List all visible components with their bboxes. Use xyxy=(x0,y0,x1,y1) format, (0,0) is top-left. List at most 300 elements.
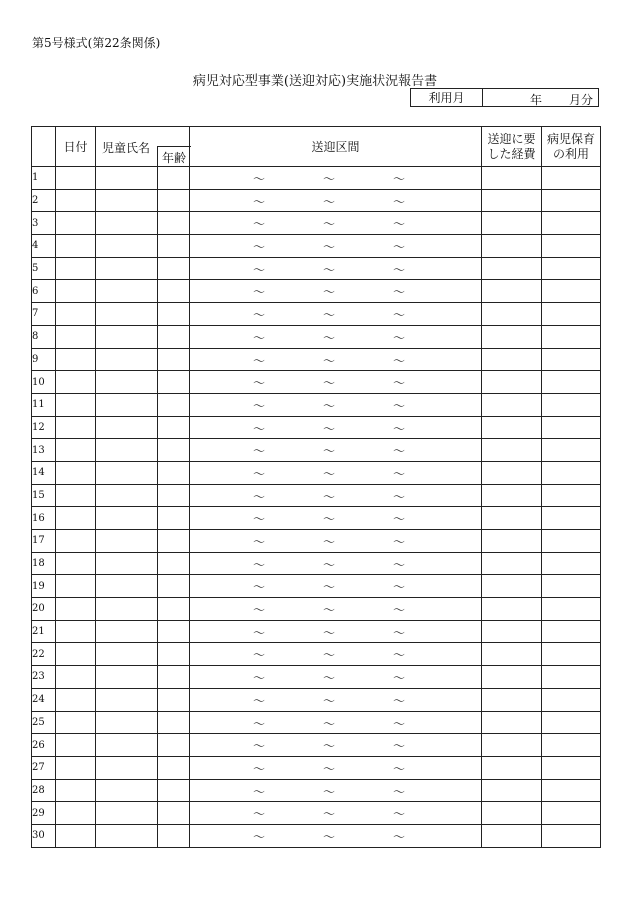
use-cell[interactable] xyxy=(542,439,601,462)
route-cell[interactable] xyxy=(190,348,482,371)
tilde-mark: ～ xyxy=(253,557,266,572)
header-use: 病児保育 の利用 xyxy=(542,127,601,167)
tilde-mark: ～ xyxy=(253,671,266,686)
child-name-cell[interactable] xyxy=(96,552,158,575)
use-cell[interactable] xyxy=(542,461,601,484)
child-name-cell[interactable] xyxy=(96,303,158,326)
tilde-mark: ～ xyxy=(323,580,336,595)
date-cell[interactable] xyxy=(56,167,96,190)
tilde-mark: ～ xyxy=(393,603,406,618)
table-row xyxy=(32,280,601,303)
cost-cell[interactable] xyxy=(482,484,542,507)
tilde-mark: ～ xyxy=(253,194,266,209)
route-cell[interactable] xyxy=(190,620,482,643)
use-cell[interactable] xyxy=(542,530,601,553)
child-name-label: 児童氏名 xyxy=(102,141,151,155)
row-number: 20 xyxy=(32,598,56,621)
tilde-mark: ～ xyxy=(393,784,406,799)
cost-cell[interactable] xyxy=(482,575,542,598)
use-cell[interactable] xyxy=(542,393,601,416)
use-cell[interactable] xyxy=(542,280,601,303)
tilde-mark: ～ xyxy=(393,535,406,549)
tilde-mark: ～ xyxy=(323,671,336,686)
table-row xyxy=(32,530,601,553)
tilde-mark: ～ xyxy=(323,489,336,504)
table-row xyxy=(32,167,601,190)
age-cell[interactable] xyxy=(158,643,190,666)
tilde-mark: ～ xyxy=(393,557,406,572)
date-cell[interactable] xyxy=(56,824,96,847)
date-cell[interactable] xyxy=(56,393,96,416)
age-cell[interactable] xyxy=(158,552,190,575)
child-name-cell[interactable] xyxy=(96,439,158,462)
row-number: 12 xyxy=(32,416,56,439)
child-name-cell[interactable] xyxy=(96,802,158,825)
age-cell[interactable] xyxy=(158,530,190,553)
document-title: 病児対応型事業(送迎対応)実施状況報告書 xyxy=(192,74,438,89)
child-name-cell[interactable] xyxy=(96,235,158,258)
age-cell[interactable] xyxy=(158,235,190,258)
tilde-mark: ～ xyxy=(393,217,406,232)
child-name-cell[interactable] xyxy=(96,212,158,235)
row-number: 16 xyxy=(32,507,56,530)
date-cell[interactable] xyxy=(56,212,96,235)
route-cell[interactable] xyxy=(190,393,482,416)
table-row xyxy=(32,393,601,416)
route-cell[interactable] xyxy=(190,325,482,348)
tilde-mark: ～ xyxy=(323,285,336,300)
tilde-mark: ～ xyxy=(323,466,336,481)
child-name-cell[interactable] xyxy=(96,756,158,779)
row-number: 13 xyxy=(32,439,56,462)
tilde-mark: ～ xyxy=(253,444,266,459)
age-cell[interactable] xyxy=(158,280,190,303)
child-name-cell[interactable] xyxy=(96,643,158,666)
date-cell[interactable] xyxy=(56,734,96,757)
age-cell[interactable] xyxy=(158,598,190,621)
cost-cell[interactable] xyxy=(482,666,542,689)
table-row xyxy=(32,643,601,666)
header-age: 年齢 xyxy=(161,151,186,165)
report-table xyxy=(31,126,601,848)
date-cell[interactable] xyxy=(56,439,96,462)
use-cell[interactable] xyxy=(542,257,601,280)
tilde-mark: ～ xyxy=(393,807,406,822)
tilde-mark: ～ xyxy=(253,308,266,323)
use-cell[interactable] xyxy=(542,212,601,235)
route-cell[interactable] xyxy=(190,575,482,598)
route-cell[interactable] xyxy=(190,507,482,530)
route-cell[interactable] xyxy=(190,756,482,779)
date-cell[interactable] xyxy=(56,666,96,689)
tilde-mark: ～ xyxy=(323,330,336,345)
route-cell[interactable] xyxy=(190,484,482,507)
table-row xyxy=(32,802,601,825)
row-number: 11 xyxy=(32,393,56,416)
route-cell[interactable] xyxy=(190,189,482,212)
date-cell[interactable] xyxy=(56,552,96,575)
cost-cell[interactable] xyxy=(482,461,542,484)
tilde-mark: ～ xyxy=(393,580,406,595)
tilde-mark: ～ xyxy=(393,330,406,345)
cost-cell[interactable] xyxy=(482,734,542,757)
use-cell[interactable] xyxy=(542,802,601,825)
tilde-mark: ～ xyxy=(253,376,266,391)
use-cell[interactable] xyxy=(542,189,601,212)
date-cell[interactable] xyxy=(56,348,96,371)
tilde-mark: ～ xyxy=(253,693,266,708)
cost-cell[interactable] xyxy=(482,303,542,326)
cost-cell[interactable] xyxy=(482,416,542,439)
date-cell[interactable] xyxy=(56,598,96,621)
route-cell[interactable] xyxy=(190,824,482,847)
route-cell[interactable] xyxy=(190,598,482,621)
child-name-cell[interactable] xyxy=(96,416,158,439)
date-cell[interactable] xyxy=(56,257,96,280)
use-cell[interactable] xyxy=(542,643,601,666)
age-cell[interactable] xyxy=(158,756,190,779)
date-cell[interactable] xyxy=(56,461,96,484)
child-name-cell[interactable] xyxy=(96,484,158,507)
route-cell[interactable] xyxy=(190,461,482,484)
age-cell[interactable] xyxy=(158,325,190,348)
usage-month-box xyxy=(410,88,599,107)
tilde-mark: ～ xyxy=(323,512,336,527)
child-name-cell[interactable] xyxy=(96,371,158,394)
age-cell[interactable] xyxy=(158,484,190,507)
cost-cell[interactable] xyxy=(482,348,542,371)
child-name-cell[interactable] xyxy=(96,734,158,757)
tilde-mark: ～ xyxy=(323,444,336,459)
route-cell[interactable] xyxy=(190,416,482,439)
age-cell[interactable] xyxy=(158,824,190,847)
row-number: 9 xyxy=(32,348,56,371)
cost-cell[interactable] xyxy=(482,598,542,621)
cost-cell[interactable] xyxy=(482,711,542,734)
date-cell[interactable] xyxy=(56,484,96,507)
tilde-mark: ～ xyxy=(253,761,266,776)
use-cell[interactable] xyxy=(542,666,601,689)
use-cell[interactable] xyxy=(542,484,601,507)
row-number: 21 xyxy=(32,620,56,643)
date-cell[interactable] xyxy=(56,530,96,553)
tilde-mark: ～ xyxy=(253,739,266,754)
row-number: 2 xyxy=(32,189,56,212)
usage-month-field[interactable] xyxy=(483,89,598,106)
use-cell[interactable] xyxy=(542,779,601,802)
row-number: 5 xyxy=(32,257,56,280)
tilde-mark: ～ xyxy=(323,217,336,232)
age-cell[interactable] xyxy=(158,802,190,825)
child-name-cell[interactable] xyxy=(96,688,158,711)
tilde-mark: ～ xyxy=(393,648,406,663)
date-cell[interactable] xyxy=(56,711,96,734)
tilde-mark: ～ xyxy=(323,829,336,844)
use-cell[interactable] xyxy=(542,167,601,190)
route-cell[interactable] xyxy=(190,643,482,666)
tilde-mark: ～ xyxy=(323,262,336,277)
child-name-cell[interactable] xyxy=(96,530,158,553)
date-cell[interactable] xyxy=(56,371,96,394)
date-cell[interactable] xyxy=(56,507,96,530)
age-cell[interactable] xyxy=(158,371,190,394)
use-cell[interactable] xyxy=(542,507,601,530)
date-cell[interactable] xyxy=(56,575,96,598)
tilde-mark: ～ xyxy=(253,648,266,663)
cost-cell[interactable] xyxy=(482,371,542,394)
child-name-cell[interactable] xyxy=(96,598,158,621)
tilde-mark: ～ xyxy=(323,693,336,708)
cost-cell[interactable] xyxy=(482,779,542,802)
cost-cell[interactable] xyxy=(482,530,542,553)
row-number: 8 xyxy=(32,325,56,348)
tilde-mark: ～ xyxy=(253,535,266,549)
date-cell[interactable] xyxy=(56,802,96,825)
cost-cell[interactable] xyxy=(482,824,542,847)
use-cell[interactable] xyxy=(542,620,601,643)
tilde-mark: ～ xyxy=(393,285,406,300)
tilde-mark: ～ xyxy=(393,829,406,844)
child-name-cell[interactable] xyxy=(96,779,158,802)
age-cell[interactable] xyxy=(158,734,190,757)
child-name-cell[interactable] xyxy=(96,461,158,484)
date-cell[interactable] xyxy=(56,325,96,348)
use-cell[interactable] xyxy=(542,824,601,847)
row-number: 22 xyxy=(32,643,56,666)
child-name-cell[interactable] xyxy=(96,575,158,598)
table-row xyxy=(32,212,601,235)
use-cell[interactable] xyxy=(542,235,601,258)
row-number: 1 xyxy=(32,167,56,190)
cost-cell[interactable] xyxy=(482,756,542,779)
date-cell[interactable] xyxy=(56,756,96,779)
tilde-mark: ～ xyxy=(253,466,266,481)
age-cell[interactable] xyxy=(158,461,190,484)
cost-cell[interactable] xyxy=(482,802,542,825)
child-name-cell[interactable] xyxy=(96,280,158,303)
tilde-mark: ～ xyxy=(393,240,406,255)
child-name-cell[interactable] xyxy=(96,393,158,416)
age-cell[interactable] xyxy=(158,393,190,416)
tilde-mark: ～ xyxy=(393,693,406,708)
age-cell[interactable] xyxy=(158,688,190,711)
age-cell[interactable] xyxy=(158,303,190,326)
table-row xyxy=(32,575,601,598)
date-cell[interactable] xyxy=(56,235,96,258)
table-row xyxy=(32,620,601,643)
route-cell[interactable] xyxy=(190,734,482,757)
cost-cell[interactable] xyxy=(482,439,542,462)
table-row xyxy=(32,734,601,757)
child-name-cell[interactable] xyxy=(96,257,158,280)
cost-cell[interactable] xyxy=(482,552,542,575)
child-name-cell[interactable] xyxy=(96,325,158,348)
cost-cell[interactable] xyxy=(482,643,542,666)
cost-cell[interactable] xyxy=(482,235,542,258)
age-cell[interactable] xyxy=(158,507,190,530)
child-name-cell[interactable] xyxy=(96,620,158,643)
table-row xyxy=(32,711,601,734)
use-cell[interactable] xyxy=(542,756,601,779)
tilde-mark: ～ xyxy=(393,625,406,640)
date-cell[interactable] xyxy=(56,189,96,212)
tilde-mark: ～ xyxy=(323,716,336,731)
age-cell[interactable] xyxy=(158,620,190,643)
tilde-mark: ～ xyxy=(393,308,406,323)
table-row xyxy=(32,824,601,847)
age-cell[interactable] xyxy=(158,439,190,462)
table-row xyxy=(32,507,601,530)
table-row xyxy=(32,416,601,439)
tilde-mark: ～ xyxy=(323,761,336,776)
table-header-row xyxy=(32,127,601,167)
route-cell[interactable] xyxy=(190,303,482,326)
tilde-mark: ～ xyxy=(323,398,336,413)
tilde-mark: ～ xyxy=(323,172,336,186)
route-cell[interactable] xyxy=(190,371,482,394)
tilde-mark: ～ xyxy=(393,716,406,731)
date-cell[interactable] xyxy=(56,416,96,439)
date-cell[interactable] xyxy=(56,620,96,643)
tilde-mark: ～ xyxy=(393,376,406,391)
cost-cell[interactable] xyxy=(482,257,542,280)
tilde-mark: ～ xyxy=(393,512,406,527)
use-cell[interactable] xyxy=(542,416,601,439)
use-cell[interactable] xyxy=(542,575,601,598)
cost-cell[interactable] xyxy=(482,167,542,190)
tilde-mark: ～ xyxy=(393,398,406,413)
route-cell[interactable] xyxy=(190,167,482,190)
tilde-mark: ～ xyxy=(253,240,266,255)
row-number: 27 xyxy=(32,756,56,779)
tilde-mark: ～ xyxy=(253,217,266,232)
use-cell[interactable] xyxy=(542,734,601,757)
child-name-cell[interactable] xyxy=(96,824,158,847)
route-cell[interactable] xyxy=(190,530,482,553)
child-name-cell[interactable] xyxy=(96,348,158,371)
age-cell[interactable] xyxy=(158,189,190,212)
child-name-cell[interactable] xyxy=(96,189,158,212)
date-cell[interactable] xyxy=(56,280,96,303)
use-cell[interactable] xyxy=(542,303,601,326)
child-name-cell[interactable] xyxy=(96,507,158,530)
tilde-mark: ～ xyxy=(393,172,406,186)
age-cell[interactable] xyxy=(158,167,190,190)
date-cell[interactable] xyxy=(56,688,96,711)
route-cell[interactable] xyxy=(190,212,482,235)
age-cell[interactable] xyxy=(158,257,190,280)
header-child-name xyxy=(96,127,190,167)
tilde-mark: ～ xyxy=(253,603,266,618)
row-number: 19 xyxy=(32,575,56,598)
tilde-mark: ～ xyxy=(393,671,406,686)
tilde-mark: ～ xyxy=(253,262,266,277)
use-cell[interactable] xyxy=(542,371,601,394)
cost-cell[interactable] xyxy=(482,393,542,416)
age-cell[interactable] xyxy=(158,212,190,235)
route-cell[interactable] xyxy=(190,257,482,280)
cost-cell[interactable] xyxy=(482,507,542,530)
use-cell[interactable] xyxy=(542,348,601,371)
age-cell[interactable] xyxy=(158,348,190,371)
tilde-mark: ～ xyxy=(323,625,336,640)
header-cost: 送迎に要 した経費 xyxy=(482,127,542,167)
table-row xyxy=(32,779,601,802)
child-name-cell[interactable] xyxy=(96,711,158,734)
use-cell[interactable] xyxy=(542,711,601,734)
route-cell[interactable] xyxy=(190,439,482,462)
tilde-mark: ～ xyxy=(323,353,336,368)
age-cell[interactable] xyxy=(158,416,190,439)
route-cell[interactable] xyxy=(190,802,482,825)
age-cell[interactable] xyxy=(158,711,190,734)
table-row xyxy=(32,461,601,484)
tilde-mark: ～ xyxy=(323,807,336,822)
row-number: 7 xyxy=(32,303,56,326)
row-number: 17 xyxy=(32,530,56,553)
route-cell[interactable] xyxy=(190,280,482,303)
age-cell[interactable] xyxy=(158,666,190,689)
usage-month-label: 利用月 xyxy=(411,89,483,106)
date-cell[interactable] xyxy=(56,303,96,326)
route-cell[interactable] xyxy=(190,711,482,734)
route-cell[interactable] xyxy=(190,235,482,258)
row-number: 4 xyxy=(32,235,56,258)
row-number: 18 xyxy=(32,552,56,575)
route-cell[interactable] xyxy=(190,666,482,689)
age-cell[interactable] xyxy=(158,575,190,598)
cost-cell[interactable] xyxy=(482,620,542,643)
row-number: 24 xyxy=(32,688,56,711)
tilde-mark: ～ xyxy=(253,353,266,368)
table-row xyxy=(32,688,601,711)
use-cell[interactable] xyxy=(542,325,601,348)
child-name-cell[interactable] xyxy=(96,167,158,190)
tilde-mark: ～ xyxy=(323,308,336,323)
tilde-mark: ～ xyxy=(323,535,336,549)
cost-cell[interactable] xyxy=(482,280,542,303)
date-cell[interactable] xyxy=(56,643,96,666)
date-cell[interactable] xyxy=(56,779,96,802)
tilde-mark: ～ xyxy=(253,421,266,436)
tilde-mark: ～ xyxy=(253,512,266,527)
use-cell[interactable] xyxy=(542,598,601,621)
age-cell[interactable] xyxy=(158,779,190,802)
form-number: 第5号様式(第22条関係) xyxy=(32,36,161,50)
header-route: 送迎区間 xyxy=(190,127,482,167)
child-name-cell[interactable] xyxy=(96,666,158,689)
row-number: 28 xyxy=(32,779,56,802)
cost-cell[interactable] xyxy=(482,325,542,348)
tilde-mark: ～ xyxy=(253,580,266,595)
table-row xyxy=(32,756,601,779)
route-cell[interactable] xyxy=(190,779,482,802)
use-cell[interactable] xyxy=(542,552,601,575)
cost-cell[interactable] xyxy=(482,688,542,711)
tilde-mark: ～ xyxy=(323,557,336,572)
tilde-mark: ～ xyxy=(393,262,406,277)
use-cell[interactable] xyxy=(542,688,601,711)
tilde-mark: ～ xyxy=(253,807,266,822)
table-row xyxy=(32,371,601,394)
row-number: 14 xyxy=(32,461,56,484)
route-cell[interactable] xyxy=(190,688,482,711)
route-cell[interactable] xyxy=(190,552,482,575)
cost-cell[interactable] xyxy=(482,212,542,235)
cost-cell[interactable] xyxy=(482,189,542,212)
table-row xyxy=(32,552,601,575)
table-row xyxy=(32,325,601,348)
